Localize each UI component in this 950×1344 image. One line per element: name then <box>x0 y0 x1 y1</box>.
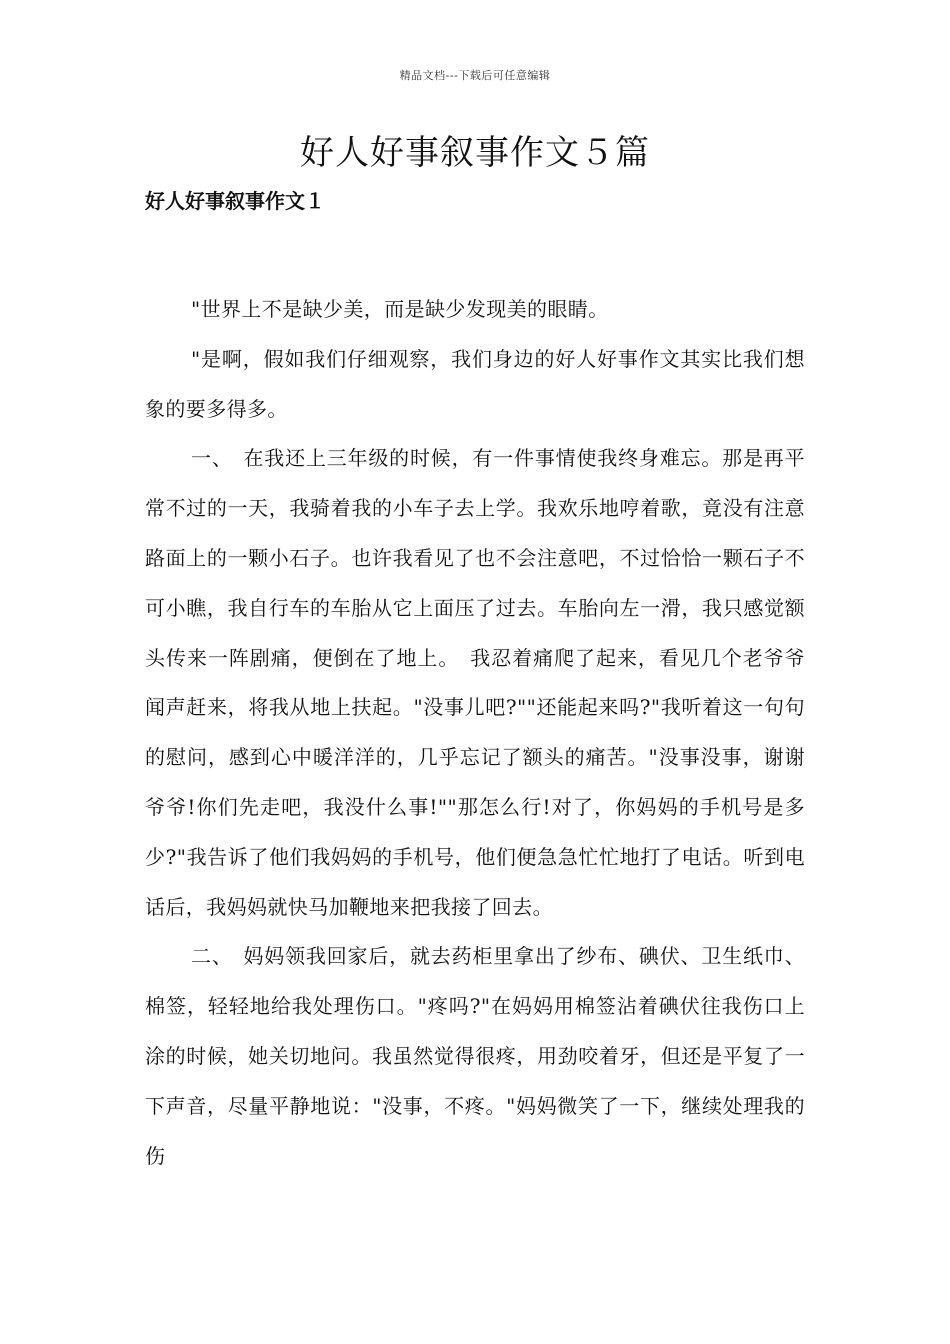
section-heading: 好人好事叙事作文１ <box>145 189 325 213</box>
paragraph: 一、 在我还上三年级的时候，有一件事情使我终身难忘。那是再平常不过的一天，我骑着我的小车子去上学。我欢乐地哼着歌，竟没有注意路面上的一颗小石子。也许我看见了也不会注意吧，不过恰恰一颗石子不可小瞧，我自行车的车胎从它上面压了过去。车胎向左一滑，我只感觉额头传来一阵剧痛，便倒在了地上。 我忍着痛爬了起来，看见几个老爷爷闻声赶来，将我从地上扶起。"没事儿吧?""还能起来吗?"我听着这一句句的慰问，感到心中暖洋洋的，几乎忘记了额头的痛苦。"没事没事，谢谢爷爷!你们先走吧，我没什么事!""那怎么行!对了，你妈妈的手机号是多少?"我告诉了他们我妈妈的手机号，他们便急急忙忙地打了电话。听到电话后，我妈妈就快马加鞭地来把我接了回去。 <box>145 446 805 919</box>
paragraph: "是啊，假如我们仔细观察，我们身边的好人好事作文其实比我们想象的要多得多。 <box>145 346 805 421</box>
body-text <box>145 285 805 1181</box>
document-title: 好人好事叙事作文５篇 <box>300 133 650 173</box>
paragraph: 二、 妈妈领我回家后，就去药柜里拿出了纱布、碘伏、卫生纸巾、棉签，轻轻地给我处理伤口。"疼吗?"在妈妈用棉签沾着碘伏往我伤口上涂的时候，她关切地问。我虽然觉得很疼，用劲咬着牙，但还是平复了一下声音，尽量平静地说："没事，不疼。"妈妈微笑了一下，继续处理我的伤 <box>145 944 805 1168</box>
header-note: 精品文档---下载后可任意编辑 <box>399 69 551 82</box>
paragraph: "世界上不是缺少美，而是缺少发现美的眼睛。 <box>191 297 609 321</box>
